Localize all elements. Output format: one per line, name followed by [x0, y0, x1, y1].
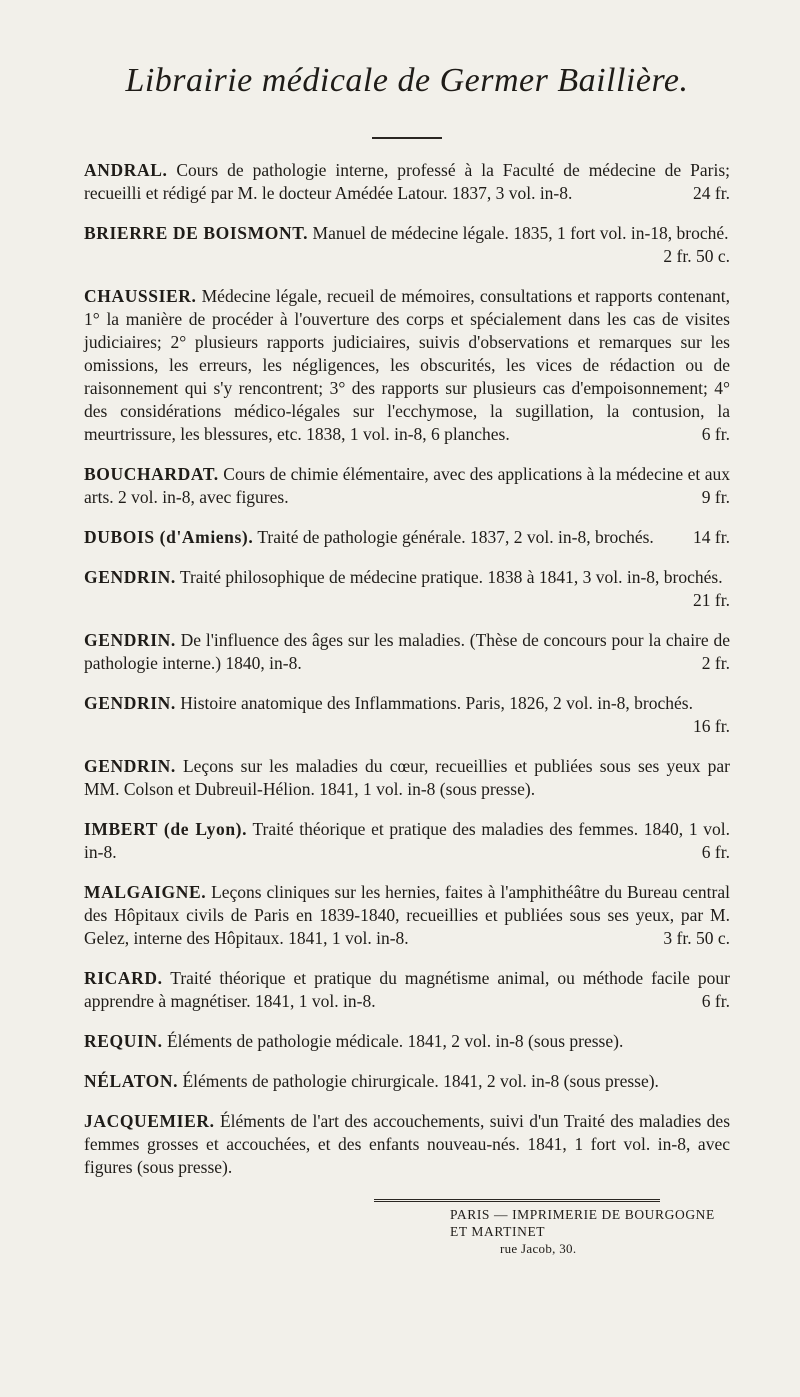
entry-author: JACQUEMIER.	[84, 1111, 215, 1131]
entry-text: Leçons sur les maladies du cœur, recueillies et publiées sous ses yeux par MM. Colson et Dubreuil-Hélion. 1841, 1 vol. in-8 (sous presse).	[84, 756, 730, 799]
entry-author: REQUIN.	[84, 1031, 163, 1051]
printer-imprint	[450, 1206, 730, 1257]
catalogue-entry	[84, 222, 730, 268]
entry-author: MALGAIGNE.	[84, 882, 207, 902]
catalogue-entry	[84, 629, 730, 675]
entry-price: 24 fr.	[693, 183, 730, 203]
footer-rule	[374, 1199, 660, 1202]
entry-price: 6 fr.	[701, 991, 730, 1011]
catalogue-entry	[84, 755, 730, 801]
entry-text: Éléments de pathologie chirurgicale. 1841, 2 vol. in-8 (sous presse).	[182, 1071, 659, 1091]
entry-price: 9 fr.	[701, 487, 730, 507]
entry-author: GENDRIN.	[84, 693, 176, 713]
entry-text: De l'influence des âges sur les maladies. (Thèse de concours pour la chaire de pathologie interne.) 1840, in-8.	[84, 630, 730, 673]
catalogue-entry	[84, 1070, 730, 1093]
entry-author: DUBOIS (d'Amiens).	[84, 527, 254, 547]
catalogue-entry	[84, 818, 730, 864]
entry-text: Manuel de médecine légale. 1835, 1 fort vol. in-18, broché.	[312, 223, 729, 243]
entry-author: BRIERRE DE BOISMONT.	[84, 223, 309, 243]
catalogue-entry	[84, 967, 730, 1013]
entry-text: Traité philosophique de médecine pratique. 1838 à 1841, 3 vol. in-8, brochés.	[179, 567, 723, 587]
entry-price: 2 fr.	[701, 653, 730, 673]
entry-text: Traité de pathologie générale. 1837, 2 vol. in-8, brochés.	[257, 527, 654, 547]
heading-rule	[372, 137, 442, 139]
entry-price: 16 fr.	[693, 716, 730, 736]
entry-text: Traité théorique et pratique des maladies des femmes. 1840, 1 vol. in-8.	[84, 819, 730, 862]
entry-author: GENDRIN.	[84, 756, 176, 776]
entry-text: Leçons cliniques sur les hernies, faites à l'amphithéâtre du Bureau central des Hôpitaux civils de Paris en 1839-1840, recueillies et publiées sous ses yeux, par M. Gelez, interne des Hôpitaux. 1841, 1 vol. in-8.	[84, 882, 731, 948]
printer-address: rue Jacob, 30.	[500, 1241, 577, 1256]
entry-author: IMBERT (de Lyon).	[84, 819, 248, 839]
catalogue-entry	[84, 881, 730, 950]
entry-price: 21 fr.	[693, 590, 730, 610]
catalogue-entry	[84, 159, 730, 205]
page-heading: Librairie médicale de Germer Baillière.	[125, 62, 689, 99]
entry-text: Éléments de pathologie médicale. 1841, 2 vol. in-8 (sous presse).	[166, 1031, 624, 1051]
catalogue-entry	[84, 692, 730, 738]
entry-text: Cours de pathologie interne, professé à la Faculté de médecine de Paris; recueilli et rédigé par M. le docteur Amédée Latour. 1837, 3 vol. in-8.	[84, 160, 730, 203]
entry-text: Éléments de l'art des accouchements, suivi d'un Traité des maladies des femmes grosses et accouchées, et des enfants nouveau-nés. 1841, 1 fort vol. in-8, avec figures (sous presse).	[84, 1111, 730, 1177]
entry-text: Histoire anatomique des Inflammations. Paris, 1826, 2 vol. in-8, brochés.	[180, 693, 693, 713]
entry-author: RICARD.	[84, 968, 163, 988]
entry-text: Cours de chimie élémentaire, avec des applications à la médecine et aux arts. 2 vol. in-8, avec figures.	[84, 464, 730, 507]
printer-name: PARIS — IMPRIMERIE DE BOURGOGNE ET MARTINET	[450, 1207, 715, 1239]
entry-author: BOUCHARDAT.	[84, 464, 219, 484]
entry-author: ANDRAL.	[84, 160, 168, 180]
entry-author: GENDRIN.	[84, 567, 176, 587]
entry-price: 6 fr.	[701, 424, 730, 444]
catalogue-entry	[84, 1030, 730, 1053]
entry-author: CHAUSSIER.	[84, 286, 197, 306]
catalogue-entry	[84, 463, 730, 509]
catalogue-entries	[84, 159, 730, 1179]
entry-text: Médecine légale, recueil de mémoires, consultations et rapports contenant, 1° la manière de procéder à l'ouverture des corps et spécialement dans les cas de visites judiciaires; 2° plusieurs rapports judiciaires, suivis d'observations et remarques sur les omissions, les erreurs, les négligences, les obscurités, les vices de rédaction ou de raisonnement qui s'y rencontrent; 3° des rapports sur plusieurs cas d'empoisonnement; 4° des considérations médico-légales sur l'ecchymose, la sugillation, la contusion, la meurtrissure, les blessures, etc. 1838, 1 vol. in-8, 6 planches.	[84, 286, 730, 444]
catalogue-entry	[84, 526, 730, 549]
entry-price: 6 fr.	[701, 842, 730, 862]
catalogue-entry	[84, 566, 730, 612]
entry-text: Traité théorique et pratique du magnétisme animal, ou méthode facile pour apprendre à magnétiser. 1841, 1 vol. in-8.	[84, 968, 730, 1011]
entry-author: GENDRIN.	[84, 630, 176, 650]
entry-author: NÉLATON.	[84, 1071, 179, 1091]
catalogue-entry	[84, 1110, 730, 1179]
entry-price: 14 fr.	[693, 527, 730, 547]
entry-price: 2 fr. 50 c.	[663, 246, 730, 266]
entry-price: 3 fr. 50 c.	[663, 928, 730, 948]
catalogue-entry	[84, 285, 730, 446]
